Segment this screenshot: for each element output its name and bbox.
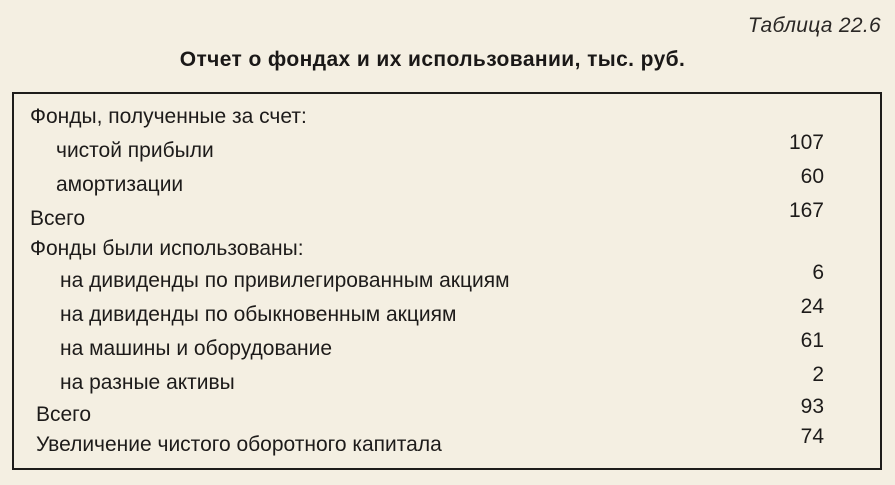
table-row [14,425,880,462]
row-label: на дивиденды по обыкновенным акциям [60,303,457,326]
row-label: на разные активы [60,371,235,394]
table-row [14,232,880,266]
table-row [14,165,880,202]
row-label: чистой прибыли [56,139,214,162]
row-value: 6 [812,261,824,284]
table-number-caption: Таблица 22.6 [747,14,881,37]
table-row [14,199,880,236]
row-value: 61 [800,329,824,352]
row-label: Фонды, полученные за счет: [30,105,307,128]
row-label: Всего [36,403,92,426]
table-row [14,261,880,298]
row-label: Всего [30,207,86,230]
funds-report-table [12,92,882,470]
table-title-text: Отчет о фондах и их использовании, тыс. руб. [179,48,686,71]
row-value: 74 [800,425,824,448]
row-label: амортизации [56,173,184,196]
row-label: на машины и оборудование [60,337,333,360]
table-row [14,363,880,400]
table-title [0,48,895,72]
row-value: 107 [788,131,824,154]
table-row [14,395,880,432]
row-value: 24 [800,295,824,318]
table-row [14,329,880,366]
table-row [14,131,880,168]
row-label: Увеличение чистого оборотного капитала [36,433,442,456]
table-row [14,295,880,332]
table-row [14,100,880,134]
row-label: Фонды были использованы: [30,237,304,260]
row-value: 93 [800,395,824,418]
row-value: 167 [788,199,824,222]
row-value: 60 [800,165,824,188]
row-value: 2 [812,363,824,386]
row-label: на дивиденды по привилегированным акциям [60,269,510,292]
